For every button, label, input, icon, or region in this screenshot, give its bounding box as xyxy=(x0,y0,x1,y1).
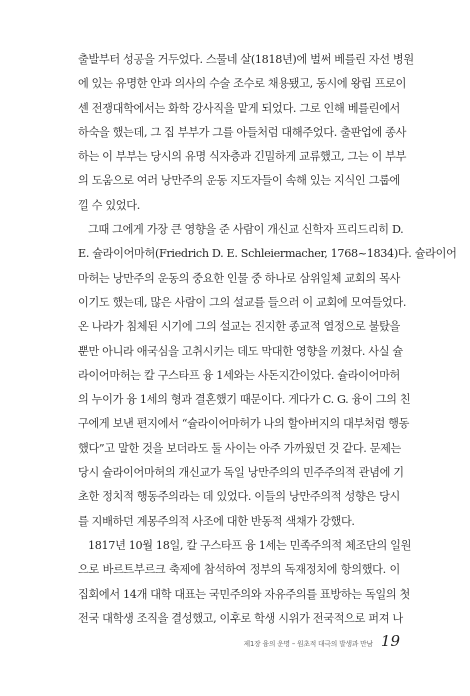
body-line: 의 도움으로 여러 낭만주의 운동 지도자들이 속해 있는 지식인 그룹에 xyxy=(78,174,400,188)
body-line: 이기도 했는데, 많은 사람이 그의 설교를 들으러 이 교회에 모여들었다. xyxy=(78,295,407,309)
document-page xyxy=(78,48,457,631)
body-line: 전국 대학생 조직을 결성했고, 이후로 학생 시위가 전국적으로 퍼져 나 xyxy=(78,611,403,625)
running-head: 제1장 융의 운명 – 원초적 대극의 발생과 만남 xyxy=(243,640,373,648)
body-line: 하는 이 부부는 당시의 유명 식자층과 긴밀하게 교류했고, 그는 이 부부 xyxy=(78,150,407,164)
body-line-paragraph-start: 1817년 10월 18일, 칼 구스타프 융 1세는 민족주의적 체조단의 일원 xyxy=(88,538,412,552)
body-line: 마허는 낭만주의 운동의 중요한 인물 중 하나로 삼위일체 교회의 목사 xyxy=(78,271,400,285)
body-line: 으로 바르트부르크 축제에 참석하여 정부의 독재정치에 항의했다. 이 xyxy=(78,563,400,577)
body-line: E. 슐라이어마허(Friedrich D. E. Schleiermacher, 1768~1834)다. 슐라이어 xyxy=(78,247,457,261)
body-text xyxy=(78,48,457,631)
body-line: 초한 정치적 행동주의라는 데 있었다. 이들의 낭만주의적 성향은 당시 xyxy=(78,490,400,504)
body-line: 하숙을 했는데, 그 집 부부가 그를 아들처럼 대해주었다. 출판업에 종사 xyxy=(78,125,407,139)
body-line: 에 있는 유명한 안과 의사의 수술 조수로 채용됐고, 동시에 왕립 프로이 xyxy=(78,77,407,91)
body-line: 구에게 보낸 편지에서 “슐라이어마허가 나의 할아버지의 대부처럼 행동 xyxy=(78,417,410,431)
body-line: 출발부터 성공을 거두었다. 스물네 살(1818년)에 벌써 베를린 자선 병원 xyxy=(78,53,414,66)
body-line-paragraph-start: 그때 그에게 가장 큰 영향을 준 사람이 개신교 신학자 프리드리히 D. xyxy=(88,223,404,237)
body-line: 의 누이가 융 1세의 형과 결혼했기 때문이다. 게다가 C. G. 융이 그의 친 xyxy=(78,393,411,407)
body-line: 온 나라가 침체된 시기에 그의 설교는 진지한 종교적 열정으로 불탔을 xyxy=(78,320,400,334)
body-line: 당시 슐라이어마허의 개신교가 독일 낭만주의의 민주주의적 관념에 기 xyxy=(78,466,404,480)
body-line: 뿐만 아니라 애국심을 고취시키는 데도 막대한 영향을 끼쳤다. 사실 슐 xyxy=(78,344,403,358)
page-footer xyxy=(240,632,400,652)
page-number: 19 xyxy=(380,632,400,650)
body-line: 라이어마허는 칼 구스타프 융 1세와는 사돈지간이었다. 슐라이어마허 xyxy=(78,368,401,382)
body-line: 집회에서 14개 대학 대표는 국민주의와 자유주의를 표방하는 독일의 첫 xyxy=(78,587,410,601)
body-line: 센 전쟁대학에서는 화학 강사직을 맡게 되었다. 그로 인해 베를린에서 xyxy=(78,101,400,115)
body-line-paragraph-end: 를 지배하던 계몽주의적 사조에 대한 반동적 색채가 강했다. xyxy=(78,514,355,528)
body-line-paragraph-end: 낄 수 있었다. xyxy=(78,198,140,212)
body-line: 했다”고 말한 것을 보더라도 둘 사이는 아주 가까웠던 것 같다. 문제는 xyxy=(78,441,401,455)
